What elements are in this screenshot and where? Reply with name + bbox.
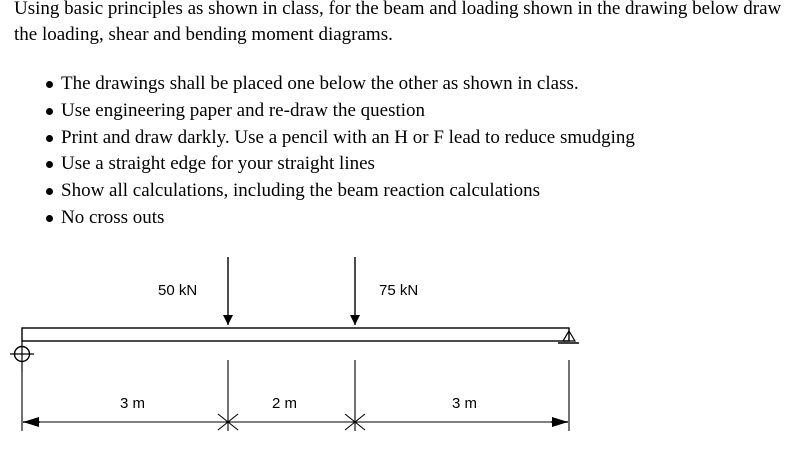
- span-label: 3 m: [120, 395, 146, 412]
- instruction-item: Use engineering paper and re-draw the question: [44, 98, 635, 125]
- span-label: 2 m: [272, 395, 298, 412]
- instruction-item: The drawings shall be placed one below the other as shown in class.: [44, 71, 635, 98]
- load-label-75kn: 75 kN: [379, 282, 419, 299]
- instruction-item: Use a straight edge for your straight lines: [44, 151, 635, 178]
- span-label: 3 m: [452, 395, 478, 412]
- instruction-item: Show all calculations, including the beam reaction calculations: [44, 178, 635, 205]
- beam: [22, 328, 569, 341]
- instruction-item: No cross outs: [44, 205, 635, 232]
- load-label-50kn: 50 kN: [158, 282, 198, 299]
- pin-support-left: [10, 341, 34, 372]
- question-intro: Using basic principles as shown in class, for the beam and loading shown in the drawing below draw the loading, shear and bending moment diagrams.: [14, 0, 782, 45]
- instruction-item: Print and draw darkly. Use a pencil with an H or F lead to reduce smudging: [44, 125, 635, 152]
